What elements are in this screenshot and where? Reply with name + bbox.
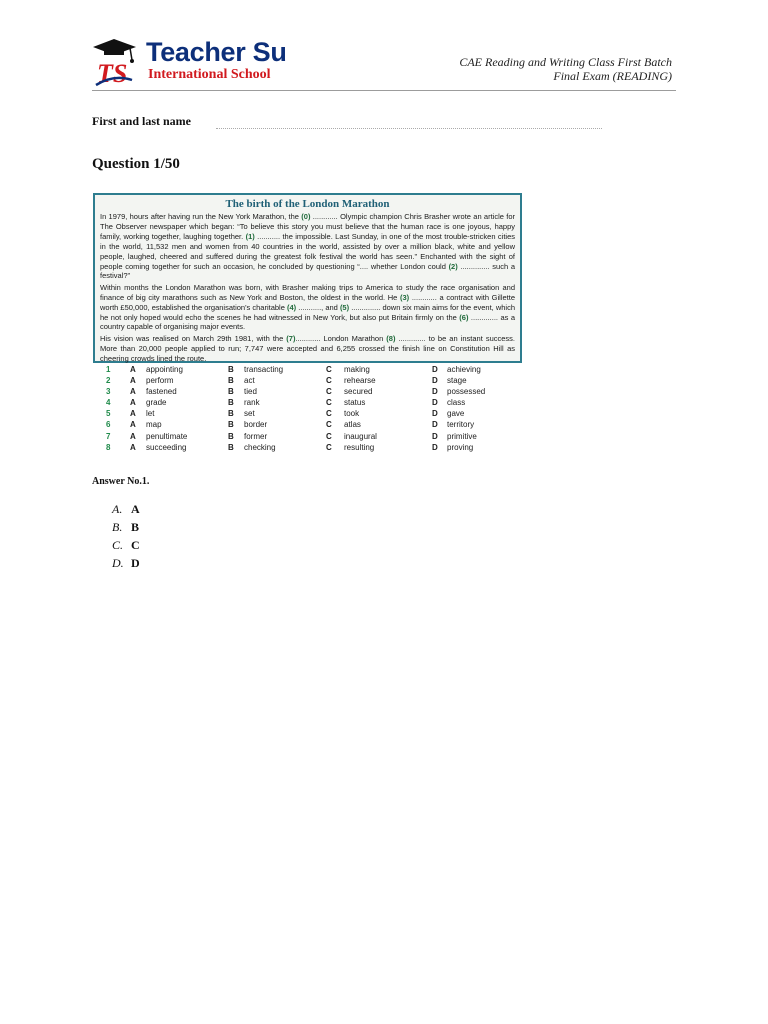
option-letter: B	[228, 420, 234, 430]
option-number: 4	[106, 398, 111, 408]
passage-text: ............ London Marathon	[295, 333, 387, 343]
option-letter: C	[326, 420, 332, 430]
passage-text: .............. down six main aims for the event, which he not only hoped would echo the scenes he had witnessed in New York, but also put Britain firmly on the	[100, 302, 516, 322]
choice-label: A.	[112, 502, 123, 516]
option-row	[106, 432, 526, 443]
option-word: stage	[447, 376, 467, 386]
option-word: set	[244, 409, 255, 419]
exam-title: CAE Reading and Writing Class First Batch	[459, 55, 672, 69]
option-number: 1	[106, 365, 111, 374]
option-word: primitive	[447, 431, 477, 441]
option-letter: D	[432, 365, 438, 374]
gap-marker: (7)	[286, 333, 296, 343]
answer-choice[interactable]	[112, 502, 140, 518]
school-logo	[92, 38, 302, 88]
choice-label: C.	[112, 538, 124, 552]
option-letter: A	[130, 387, 136, 397]
option-word: act	[244, 376, 255, 386]
logo-monogram: TS	[97, 59, 128, 88]
gap-marker: (2)	[448, 261, 458, 271]
option-letter: B	[228, 409, 234, 419]
gap-marker: (1)	[245, 231, 255, 241]
option-row	[106, 365, 526, 376]
option-letter: D	[432, 442, 438, 452]
answer-choice[interactable]	[112, 520, 139, 536]
answer-label: Answer No.1.	[92, 476, 150, 487]
option-letter: C	[326, 365, 332, 374]
option-letter: C	[326, 409, 332, 419]
option-word: grade	[146, 398, 167, 408]
question-title: Question 1/50	[92, 156, 180, 172]
gap-marker: (6)	[459, 312, 469, 322]
option-letter: C	[326, 376, 332, 386]
gap-marker: (4)	[286, 302, 297, 312]
option-letter: B	[228, 365, 234, 374]
option-word: former	[244, 431, 268, 441]
option-word: resulting	[344, 442, 375, 452]
passage-text: His vision was realised on March 29th 1981, with the	[100, 333, 287, 343]
option-row	[106, 443, 526, 454]
option-word: inaugural	[344, 431, 377, 441]
passage-paragraph	[100, 334, 515, 364]
exam-subtitle: Final Exam (READING)	[553, 69, 672, 83]
choice-value: B	[131, 520, 140, 534]
option-word: transacting	[244, 365, 284, 374]
passage-text: .............. such a festival?”	[100, 261, 516, 281]
option-number: 5	[106, 409, 111, 419]
passage-text: ............. to be an instant success. More than 20,000 people applied to run; 7,747 were accepted and 6,255 crossed the finish line on Constitution Hill as cheering crowds lined the route.	[100, 333, 515, 363]
passage-body	[100, 212, 515, 364]
gap-marker: (0)	[301, 212, 311, 221]
option-letter: D	[432, 376, 438, 386]
passage-paragraph	[100, 283, 515, 333]
option-number: 2	[106, 376, 111, 386]
options-table	[106, 365, 526, 454]
option-letter: D	[432, 387, 438, 397]
option-letter: A	[130, 409, 136, 419]
choice-value: D	[131, 556, 140, 570]
option-word: atlas	[344, 420, 361, 430]
option-word: class	[447, 398, 466, 408]
option-word: gave	[447, 409, 465, 419]
option-word: rank	[244, 398, 260, 408]
option-letter: B	[228, 431, 234, 441]
option-row	[106, 409, 526, 420]
option-letter: A	[130, 398, 136, 408]
name-field[interactable]	[216, 128, 602, 129]
choice-value: C	[131, 538, 140, 552]
gap-marker: (3)	[399, 292, 410, 302]
passage-text: ..........., and	[296, 302, 340, 312]
option-letter: A	[130, 420, 136, 430]
school-name: Teacher Su	[146, 37, 287, 67]
answer-choice[interactable]	[112, 538, 140, 554]
option-letter: C	[326, 398, 332, 408]
option-letter: D	[432, 398, 438, 408]
name-label: First and last name	[92, 114, 191, 128]
reading-passage	[93, 193, 522, 363]
option-row	[106, 376, 526, 387]
option-letter: A	[130, 442, 136, 452]
option-letter: D	[432, 431, 438, 441]
option-word: took	[344, 409, 360, 419]
choice-label: D.	[112, 556, 124, 570]
option-letter: C	[326, 387, 332, 397]
option-word: status	[344, 398, 366, 408]
option-letter: D	[432, 420, 438, 430]
option-word: border	[244, 420, 268, 430]
passage-text: ........... the impossible. Last Sunday, in one of the most trouble-stricken cities in the world, 11,532 men and women from 40 countries in the world, assisted by over a million black, white and yellow people, laughed, cheered and suffered during the greatest folk festival the world has seen.” Enchanted with the sight of people coming together for such an occasion, he concluded by questioning “.... whether London could	[100, 231, 515, 271]
graduation-cap-icon	[92, 38, 146, 88]
passage-text: In 1979, hours after having run the New York Marathon, the	[100, 212, 302, 221]
answer-choice[interactable]	[112, 556, 140, 572]
option-row	[106, 420, 526, 431]
passage-title: The birth of the London Marathon	[225, 198, 390, 210]
option-number: 7	[106, 431, 111, 441]
option-word: appointing	[146, 365, 183, 374]
option-letter: C	[326, 431, 332, 441]
option-word: achieving	[447, 365, 481, 374]
option-word: penultimate	[146, 431, 188, 441]
option-word: secured	[344, 387, 373, 397]
option-word: let	[146, 409, 155, 419]
passage-text: ............ a contract with Gillette worth £50,000, established the organisation's charitable	[100, 292, 515, 312]
passage-paragraph	[100, 212, 515, 281]
option-letter: B	[228, 376, 234, 386]
option-word: succeeding	[146, 442, 187, 452]
school-subtitle: International School	[148, 67, 271, 82]
option-word: checking	[244, 442, 276, 452]
option-row	[106, 398, 526, 409]
option-word: map	[146, 420, 162, 430]
option-word: making	[344, 365, 370, 374]
passage-text: Within months the London Marathon was born, with Brasher making trips to America to study the race organisation and finance of big city marathons such as New York and Boston, the oldest in the world. He	[100, 282, 515, 302]
option-word: rehearse	[344, 376, 376, 386]
passage-text: ............ Olympic champion Chris Brasher wrote an article for The Observer newspaper which began: “To believe this story you must believe that the human race is one joyous, happy family, working together, laughing together.	[100, 212, 515, 241]
option-word: proving	[447, 442, 474, 452]
gap-marker: (8)	[386, 333, 396, 343]
option-word: fastened	[146, 387, 177, 397]
option-number: 6	[106, 420, 111, 430]
passage-text: ............. as a country capable of organising major events.	[100, 312, 516, 332]
option-word: perform	[146, 376, 174, 386]
option-letter: C	[326, 442, 332, 452]
choice-value: A	[131, 502, 140, 516]
option-word: territory	[447, 420, 475, 430]
option-word: possessed	[447, 387, 486, 397]
option-letter: B	[228, 387, 234, 397]
option-letter: A	[130, 365, 136, 374]
option-letter: A	[130, 431, 136, 441]
option-row	[106, 387, 526, 398]
option-letter: D	[432, 409, 438, 419]
option-number: 3	[106, 387, 111, 397]
choice-label: B.	[112, 520, 123, 534]
option-letter: B	[228, 398, 234, 408]
header-divider	[92, 90, 676, 91]
option-number: 8	[106, 442, 111, 452]
option-word: tied	[244, 387, 257, 397]
option-letter: A	[130, 376, 136, 386]
gap-marker: (5)	[339, 302, 350, 312]
option-letter: B	[228, 442, 234, 452]
